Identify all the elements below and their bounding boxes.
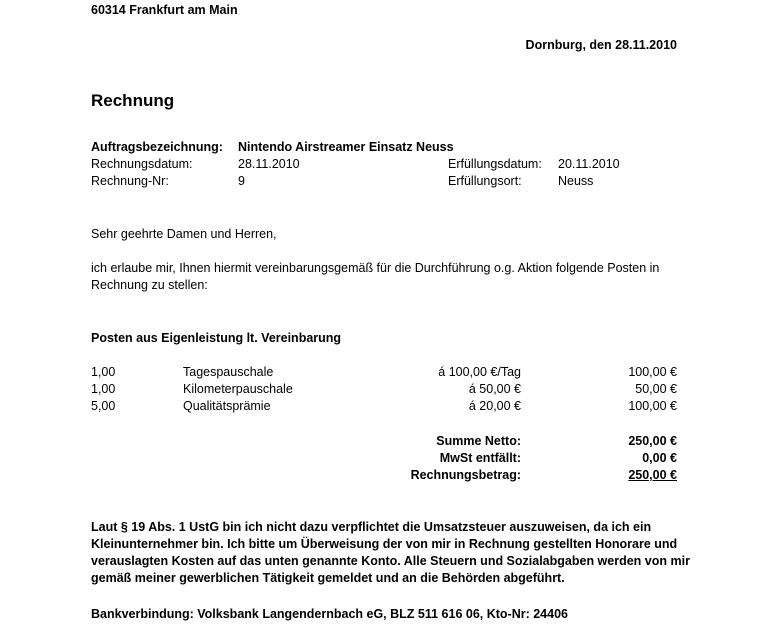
item-total: 100,00 € — [628, 365, 677, 379]
erfuellungsort-label: Erfüllungsort: — [448, 174, 522, 188]
item-unit-price: á 20,00 € — [468, 399, 521, 413]
invoice-title: Rechnung — [91, 91, 175, 110]
item-desc: Qualitätsprämie — [183, 399, 271, 413]
netto-value: 250,00 € — [628, 434, 677, 448]
item-qty: 1,00 — [91, 365, 116, 379]
item-total: 50,00 € — [635, 382, 677, 396]
item-desc: Tagespauschale — [183, 365, 274, 379]
rechnungsbetrag-label: Rechnungsbetrag: — [410, 468, 521, 482]
erfuellungsdatum-label: Erfüllungsdatum: — [448, 157, 542, 171]
erfuellungsdatum-value: 20.11.2010 — [558, 157, 620, 171]
auftrag-value: Nintendo Airstreamer Einsatz Neuss — [238, 140, 454, 154]
item-unit-price: á 50,00 € — [468, 382, 521, 396]
item-qty: 1,00 — [91, 382, 116, 396]
rechnungsdatum-value: 28.11.2010 — [238, 157, 300, 171]
recipient-address-line: 60314 Frankfurt am Main — [91, 3, 238, 17]
salutation: Sehr geehrte Damen und Herren, — [91, 227, 277, 241]
rechnungsdatum-label: Rechnungsdatum: — [91, 157, 193, 171]
mwst-label: MwSt entfällt: — [439, 451, 521, 465]
netto-label: Summe Netto: — [436, 434, 521, 448]
bank-details: Bankverbindung: Volksbank Langendernbach eG, BLZ 511 616 06, Kto-Nr: 24406 — [91, 607, 568, 621]
item-desc: Kilometerpauschale — [183, 382, 293, 396]
place-date: Dornburg, den 28.11.2010 — [525, 38, 677, 52]
tax-note-paragraph: Laut § 19 Abs. 1 UstG bin ich nicht dazu verpflichtet die Umsatzsteuer auszuweisen, da ich ein Kleinunternehmer bin. Ich bitte um Überweisung der von mir in Rechnung gestellten Honorare und verauslagten Kosten auf das unten genannte Konto. Alle Steuern und Sozialabgaben werden von mir gemäß meiner gewerblichen Tätigkeit gemeldet und an die Behörden abgeführt. — [91, 520, 690, 585]
auftrag-label: Auftragsbezeichnung: — [91, 140, 223, 154]
item-total: 100,00 € — [628, 399, 677, 413]
item-qty: 5,00 — [91, 399, 116, 413]
mwst-value: 0,00 € — [642, 451, 677, 465]
rechnungsbetrag-value: 250,00 € — [628, 468, 677, 482]
rechnungsnr-label: Rechnung-Nr: — [91, 174, 169, 188]
item-unit-price: á 100,00 €/Tag — [438, 365, 521, 379]
section-title: Posten aus Eigenleistung lt. Vereinbarung — [91, 331, 342, 345]
erfuellungsort-value: Neuss — [558, 174, 594, 188]
intro-paragraph: ich erlaube mir, Ihnen hiermit vereinbarungsgemäß für die Durchführung o.g. Aktion folgende Posten in Rechnung zu stellen: — [91, 261, 660, 292]
rechnungsnr-value: 9 — [238, 174, 245, 188]
